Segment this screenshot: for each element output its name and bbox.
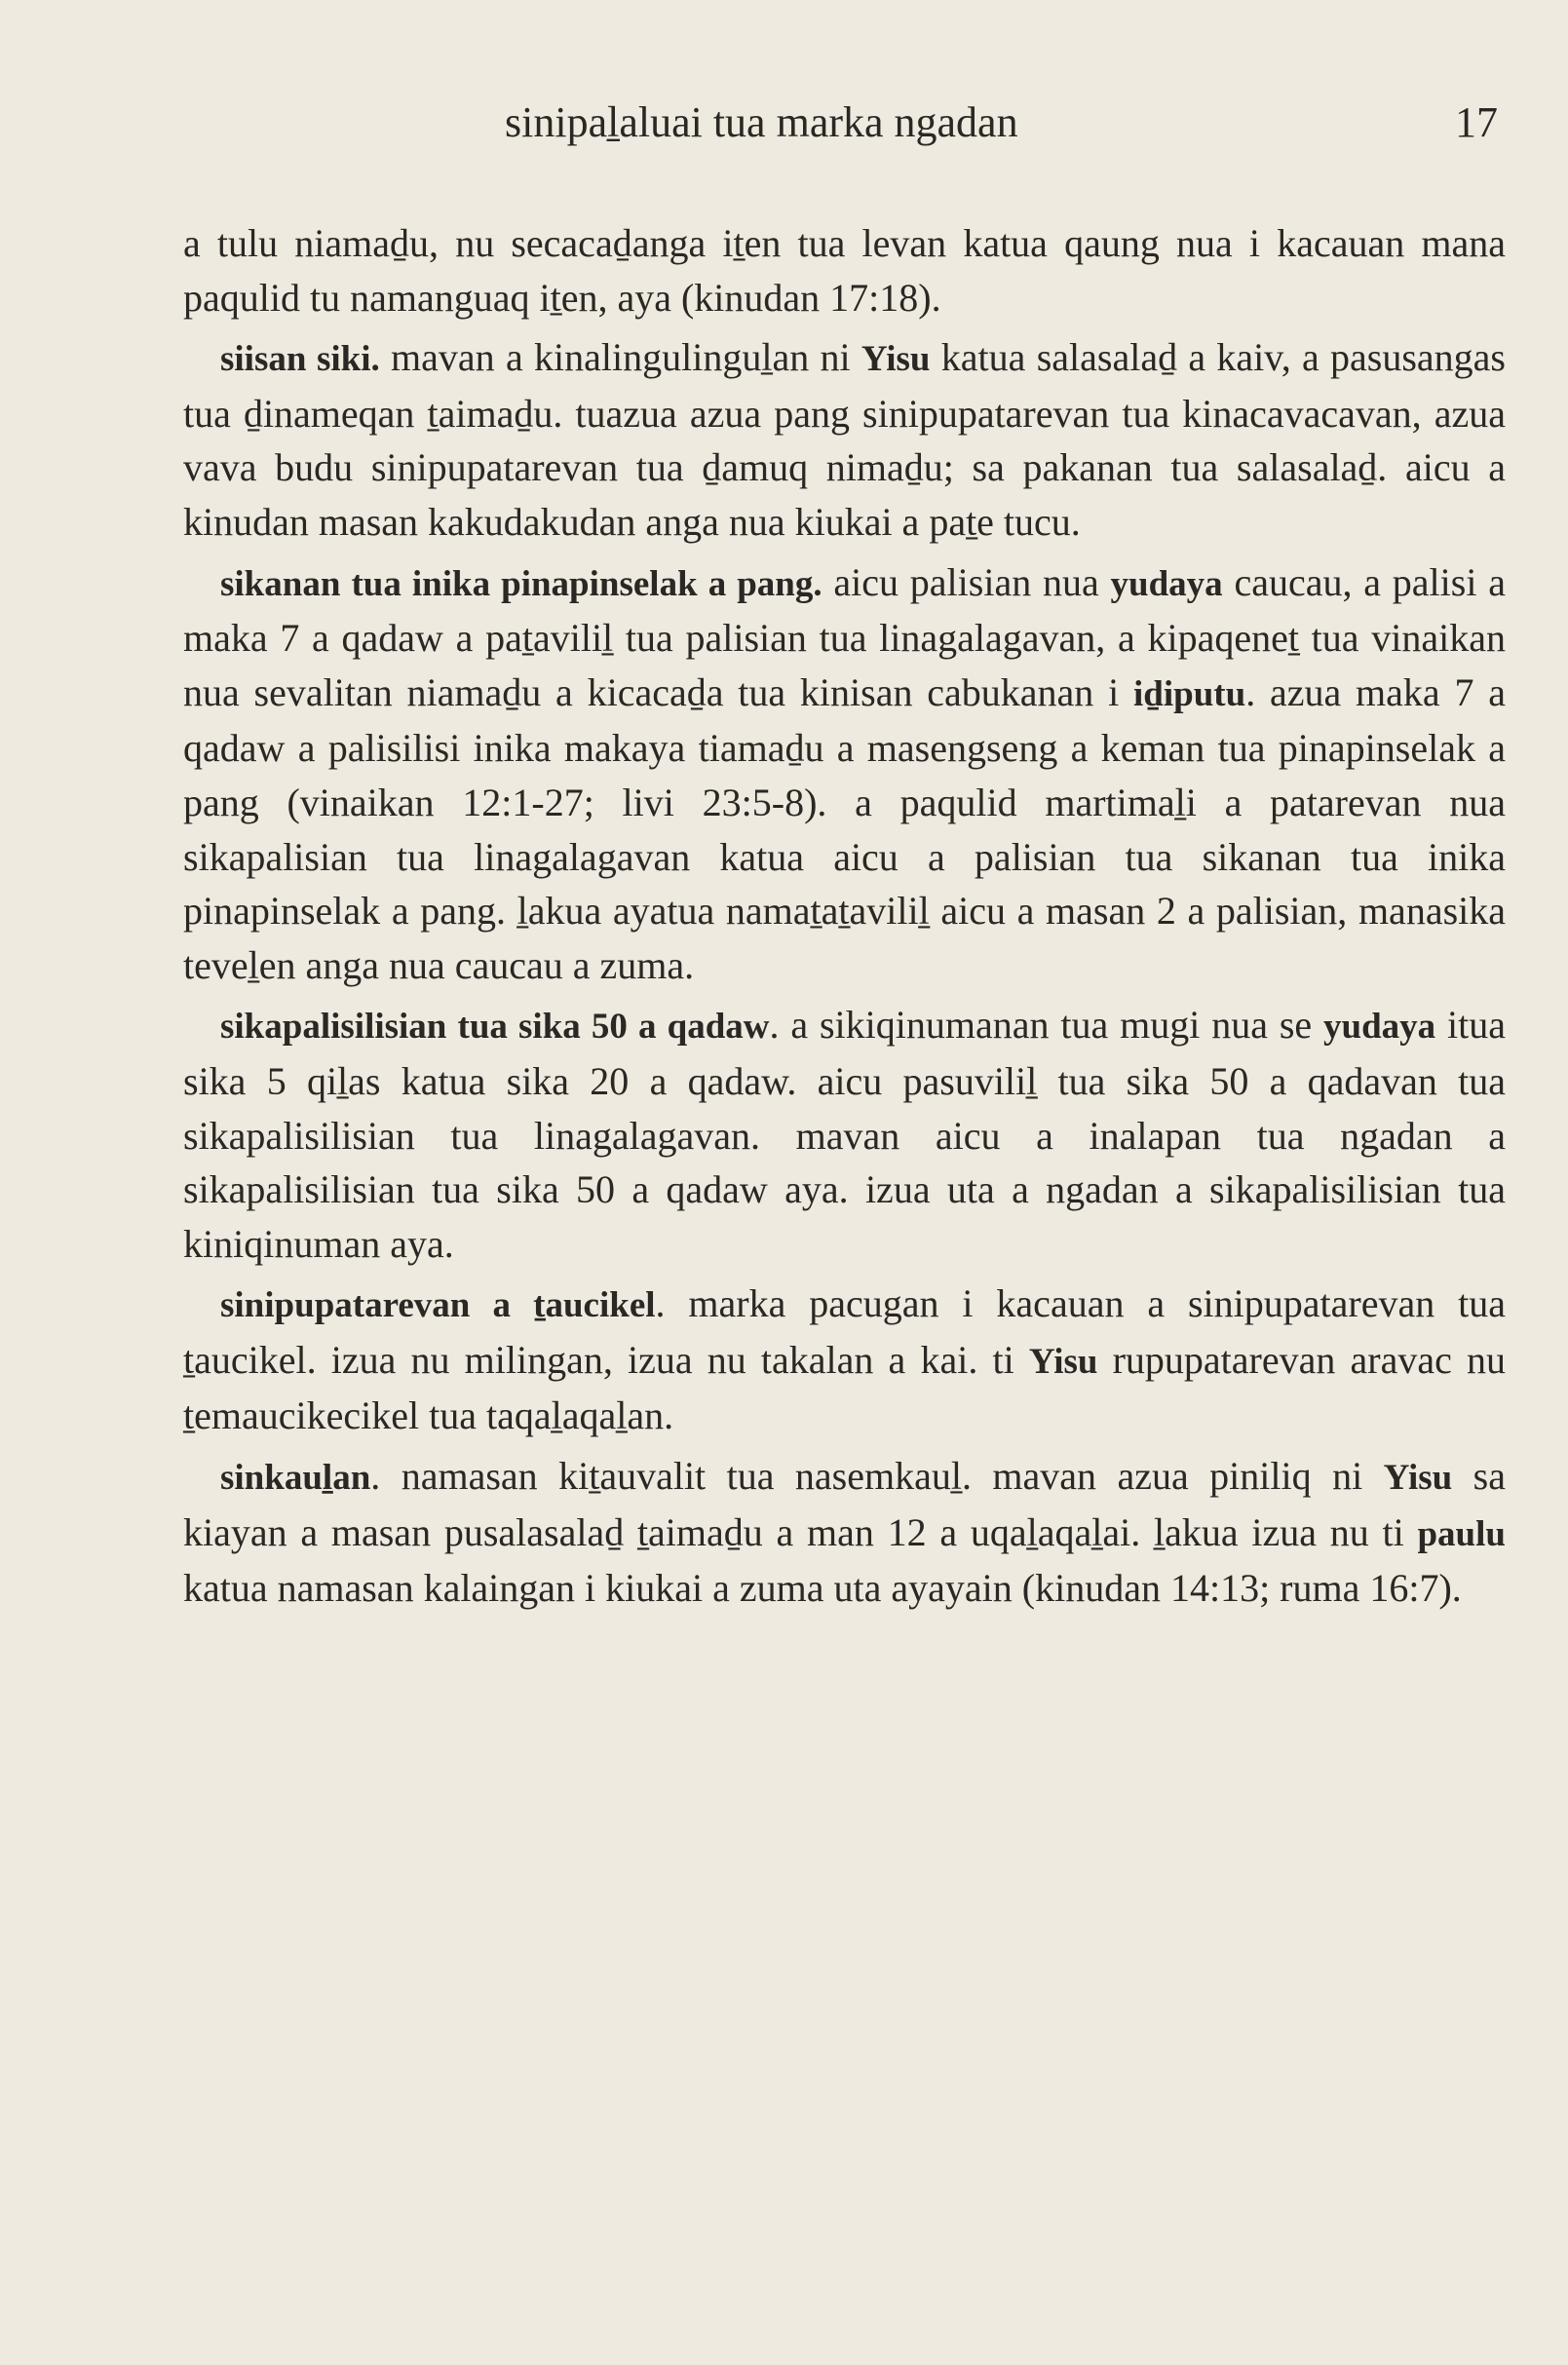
glossary-term: sikapalisilisian tua sika 50 a qadaw — [220, 1007, 770, 1048]
glossary-term: siisan siki. — [220, 339, 380, 380]
glossary-entry-sikapalisilisian — [183, 998, 1506, 1271]
glossary-entry-sikanan — [183, 555, 1506, 993]
bold-name: Yisu — [1028, 1341, 1098, 1382]
glossary-entry-siisan-siki — [183, 330, 1506, 549]
paragraph-continuation — [183, 216, 1506, 324]
entry-text: . namasan kiṯauvalit tua nasemkauḻ. mavan azua piniliq ni — [370, 1454, 1384, 1499]
entry-text: sa kiayan a masan pusalasalaḏ ṯaimaḏu a man 12 a uqaḻaqaḻai. ḻakua izua nu ti — [183, 1454, 1506, 1554]
running-head-title: sinipaḻaluai tua marka ngadan — [505, 98, 1018, 146]
paragraph-text: a tulu niamaḏu, nu secacaḏanga iṯen tua levan katua qaung nua i kacauan mana paqulid tu namanguaq iṯen, aya (kinudan 17:18). — [183, 221, 1506, 320]
entry-text: . a sikiqinumanan tua mugi nua se — [769, 1003, 1323, 1048]
entry-text: caucau, a palisi a maka 7 a qadaw a paṯaviliḻ tua palisian tua linagalagavan, a kipaqeneṯ tua vinaikan nua sevalitan niamaḏu a kicacaḏa tua kinisan cabukanan i — [183, 559, 1506, 714]
glossary-entry-sinkaulan — [183, 1449, 1506, 1616]
entry-text: itua sika 5 qiḻas katua sika 20 a qadaw. aicu pasuviliḻ tua sika 50 a qadavan tua sikapalisilisian tua linagalagavan. mavan aicu a inalapan tua ngadan a sikapalisilisian tua sika 50 a qadaw aya. izua uta a ngadan a sikapalisilisian tua kiniqinuman aya. — [183, 1003, 1507, 1266]
entry-text: mavan a kinalingulinguḻan ni — [379, 335, 861, 380]
bold-name: yudaya — [1323, 1007, 1436, 1048]
entry-text: . marka pacugan i kacauan a sinipupatarevan tua ṯaucikel. izua nu milingan, izua nu takalan a kai. ti — [183, 1281, 1506, 1382]
entry-text: . azua maka 7 a qadaw a palisilisi inika makaya tiamaḏu a masengseng a keman tua pinapinselak a pang (vinaikan 12:1-27; livi 23:5-8). a paqulid martimaḻi a patarevan nua sikapalisian tua linagalagavan katua aicu a palisian tua sikanan tua inika pinapinselak a pang. ḻakua ayatua namaṯaṯaviliḻ aicu a masan 2 a palisian, manasika teveḻen anga nua caucau a zuma. — [183, 669, 1506, 987]
glossary-entry-sinipupatarevan — [183, 1277, 1506, 1443]
glossary-term: sikanan tua inika pinapinselak a pang. — [220, 563, 822, 604]
entry-text: aicu palisian nua — [822, 559, 1111, 604]
entry-text: katua namasan kalaingan i kiukai a zuma uta ayayain (kinudan 14:13; ruma 16:7). — [183, 1566, 1462, 1611]
body-text — [183, 216, 1506, 1616]
page-number: 17 — [1455, 98, 1498, 146]
bold-name: paulu — [1417, 1513, 1506, 1554]
running-head — [183, 97, 1506, 148]
bold-name: Yisu — [860, 339, 931, 380]
bold-name: iḏiputu — [1132, 673, 1246, 714]
bold-name: yudaya — [1110, 563, 1223, 604]
bold-name: Yisu — [1383, 1458, 1453, 1499]
glossary-term: sinipupatarevan a ṯaucikel — [220, 1285, 656, 1326]
entry-text: rupupatarevan aravac nu ṯemaucikecikel tua taqaḻaqaḻan. — [183, 1337, 1506, 1438]
entry-text: katua salasalaḏ a kaiv, a pasusangas tua ḏinameqan ṯaimaḏu. tuazua azua pang sinipupatarevan tua kinacavacavan, azua vava budu sinipupatarevan tua ḏamuq nimaḏu; sa pakanan tua salasalaḏ. aicu a kinudan masan kakudakudan anga nua kiukai a paṯe tucu. — [183, 335, 1506, 544]
glossary-term: sinkauḻan — [220, 1458, 371, 1499]
